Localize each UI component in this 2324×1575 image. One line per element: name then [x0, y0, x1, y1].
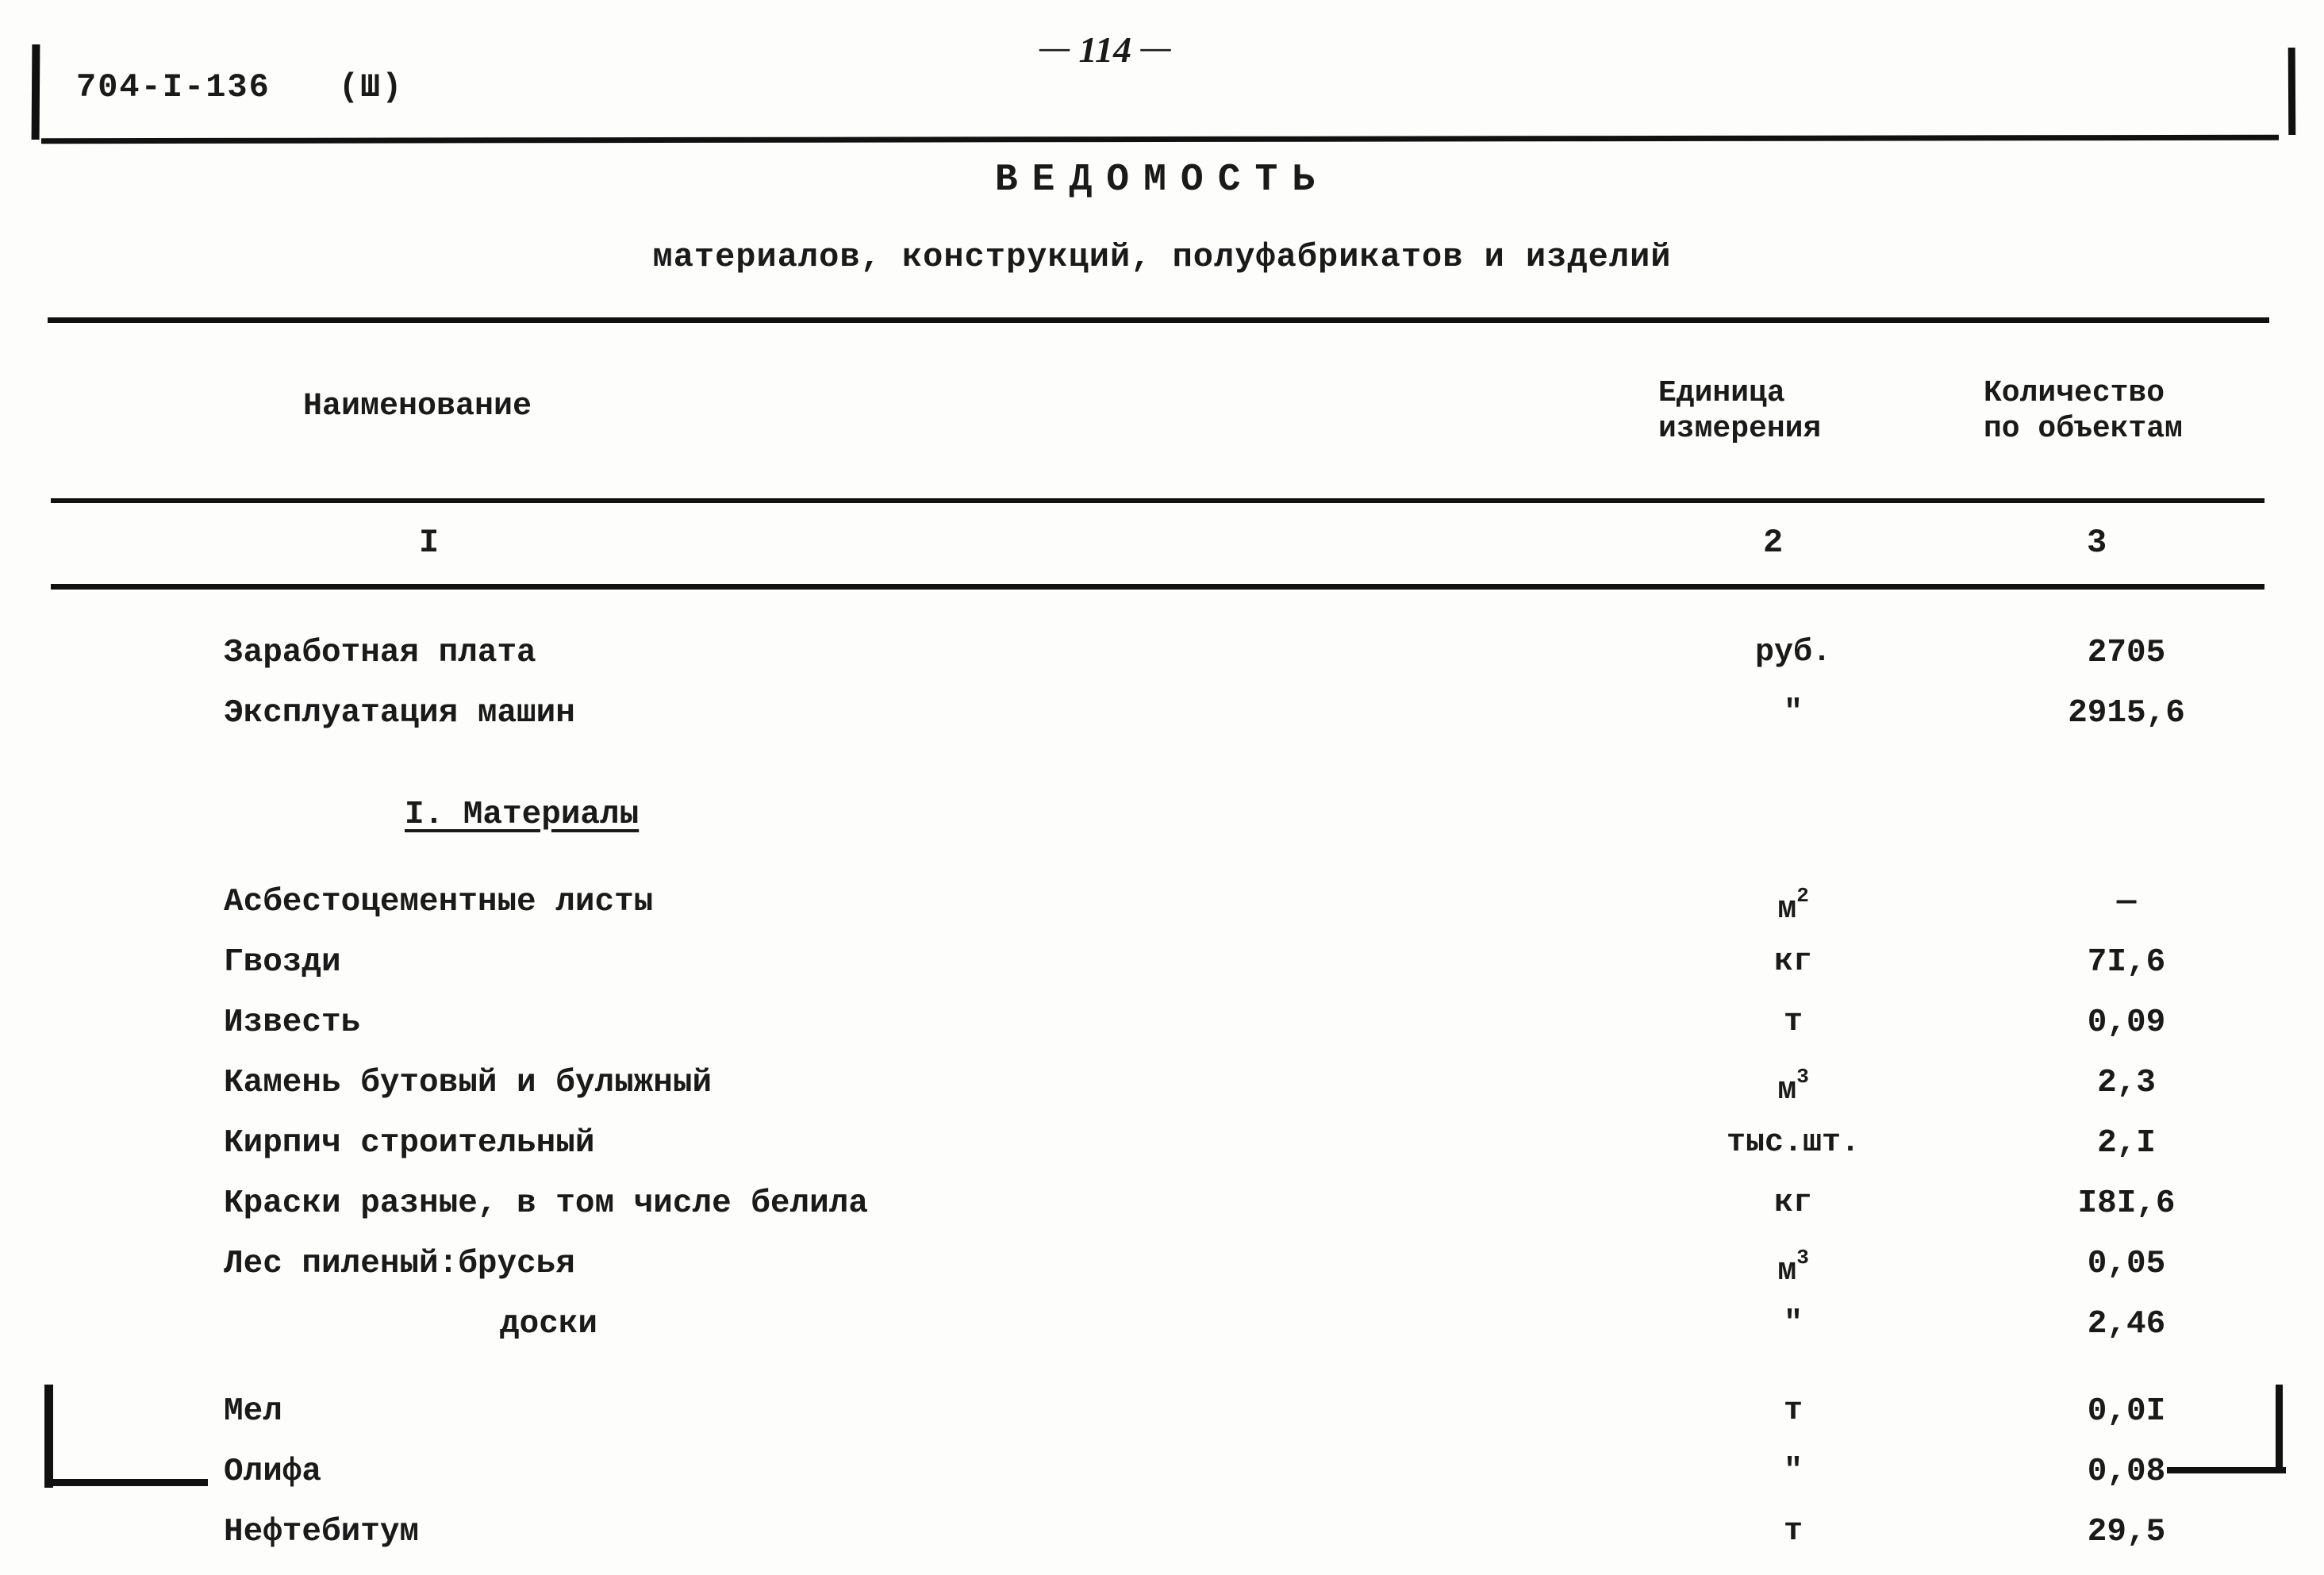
table-cell-quantity: — [2116, 884, 2137, 920]
table-cell-name: Эксплуатация машин [224, 695, 575, 732]
table-row [0, 1065, 2324, 1125]
document-variant: (Ш) [338, 68, 404, 106]
table-cell-quantity: 0,08 [2087, 1454, 2166, 1490]
table-row [0, 1306, 2324, 1366]
table-cell-unit: т [1783, 1514, 1803, 1550]
table-cell-quantity: 2705 [2087, 635, 2166, 671]
table-cell-quantity: 2,3 [2097, 1065, 2156, 1101]
document-code-value: 704-I-136 [76, 68, 271, 106]
column-header-unit-line1: Единица [1658, 376, 1785, 410]
table-cell-unit: кг [1773, 944, 1812, 980]
table-cell-name: Камень бутовый и булыжный [224, 1065, 713, 1101]
table-row [0, 1185, 2324, 1246]
table-cell-name: Заработная плата [224, 635, 536, 671]
title-rule [48, 317, 2269, 323]
page-title: ВЕДОМОСТЬ [994, 159, 1330, 202]
table-row [0, 944, 2324, 1005]
page-number-dash-left: — [1039, 31, 1070, 64]
table-row [0, 1514, 2324, 1574]
table-cell-unit: тыс.шт. [1726, 1125, 1861, 1161]
table-cell-unit: $м^2$ [1777, 884, 1809, 928]
table-row [0, 797, 2324, 857]
page-number [1039, 29, 1170, 71]
table-cell-unit: " [1783, 695, 1803, 731]
table-cell-quantity: 2,46 [2087, 1306, 2166, 1343]
column-header-quantity-line2: по объектам [1984, 411, 2183, 446]
table-row [0, 1246, 2324, 1306]
table-cell-name: Кирпич строительный [224, 1125, 595, 1162]
row-spacer [0, 755, 2324, 797]
column-number-rule [51, 584, 2264, 590]
table-cell-name: Асбестоцементные листы [224, 884, 654, 920]
table-row [0, 1393, 2324, 1454]
table-row [0, 884, 2324, 944]
table-row [0, 1125, 2324, 1185]
table-cell-quantity: 2,I [2097, 1125, 2156, 1162]
column-header-unit-line2: измерения [1658, 411, 1822, 446]
table-cell-unit: " [1783, 1306, 1803, 1342]
table-cell-quantity: 0,0I [2087, 1393, 2166, 1430]
table-section-heading: I. Материалы [405, 797, 640, 833]
column-header-unit [1658, 376, 1896, 448]
table-cell-unit: " [1783, 1454, 1803, 1489]
column-number-3: 3 [2087, 524, 2107, 562]
table-cell-quantity: 7I,6 [2087, 944, 2166, 981]
table-cell-name: Лес пиленый:брусья [224, 1246, 575, 1282]
page-number-dash-right: — [1140, 31, 1171, 64]
header-rule [41, 135, 2279, 144]
table-body [0, 635, 2324, 1574]
row-spacer [0, 857, 2324, 884]
table-cell-unit: $м^3$ [1777, 1065, 1809, 1108]
row-spacer [0, 1366, 2324, 1393]
table-cell-name: Гвозди [224, 944, 341, 981]
page-number-value: 114 [1078, 29, 1131, 70]
table-cell-quantity: 0,05 [2087, 1246, 2166, 1282]
frame-mark-top-left [32, 44, 40, 140]
table-cell-name: Мел [224, 1393, 282, 1430]
page-subtitle: материалов, конструкций, полуфабрикатов и изделий [652, 238, 1672, 276]
table-cell-quantity: 2915,6 [2068, 695, 2185, 732]
table-row [0, 695, 2324, 755]
column-number-1: I [419, 524, 440, 562]
document-code [76, 68, 403, 106]
table-cell-name: Краски разные, в том числе белила [224, 1185, 868, 1222]
table-cell-name: Олифа [224, 1454, 322, 1490]
table-row [0, 1005, 2324, 1065]
column-number-2: 2 [1763, 524, 1784, 562]
table-row [0, 635, 2324, 695]
column-header-rule [51, 498, 2264, 503]
column-header-quantity [1984, 376, 2245, 448]
frame-mark-top-right [2288, 48, 2296, 135]
table-cell-unit: руб. [1754, 635, 1831, 670]
table-cell-name: Известь [224, 1005, 361, 1041]
table-cell-name: доски [500, 1306, 598, 1343]
table-cell-unit: кг [1773, 1185, 1812, 1221]
table-cell-unit: $м^3$ [1777, 1246, 1809, 1289]
table-row [0, 1454, 2324, 1514]
table-cell-unit: т [1783, 1393, 1803, 1429]
table-cell-quantity: I8I,6 [2077, 1185, 2176, 1222]
column-header-quantity-line1: Количество [1984, 376, 2165, 410]
table-cell-unit: т [1783, 1005, 1803, 1040]
column-header-name: Наименование [303, 389, 532, 424]
table-cell-quantity: 0,09 [2087, 1005, 2166, 1041]
table-cell-quantity: 29,5 [2087, 1514, 2166, 1550]
table-cell-name: Нефтебитум [224, 1514, 420, 1550]
